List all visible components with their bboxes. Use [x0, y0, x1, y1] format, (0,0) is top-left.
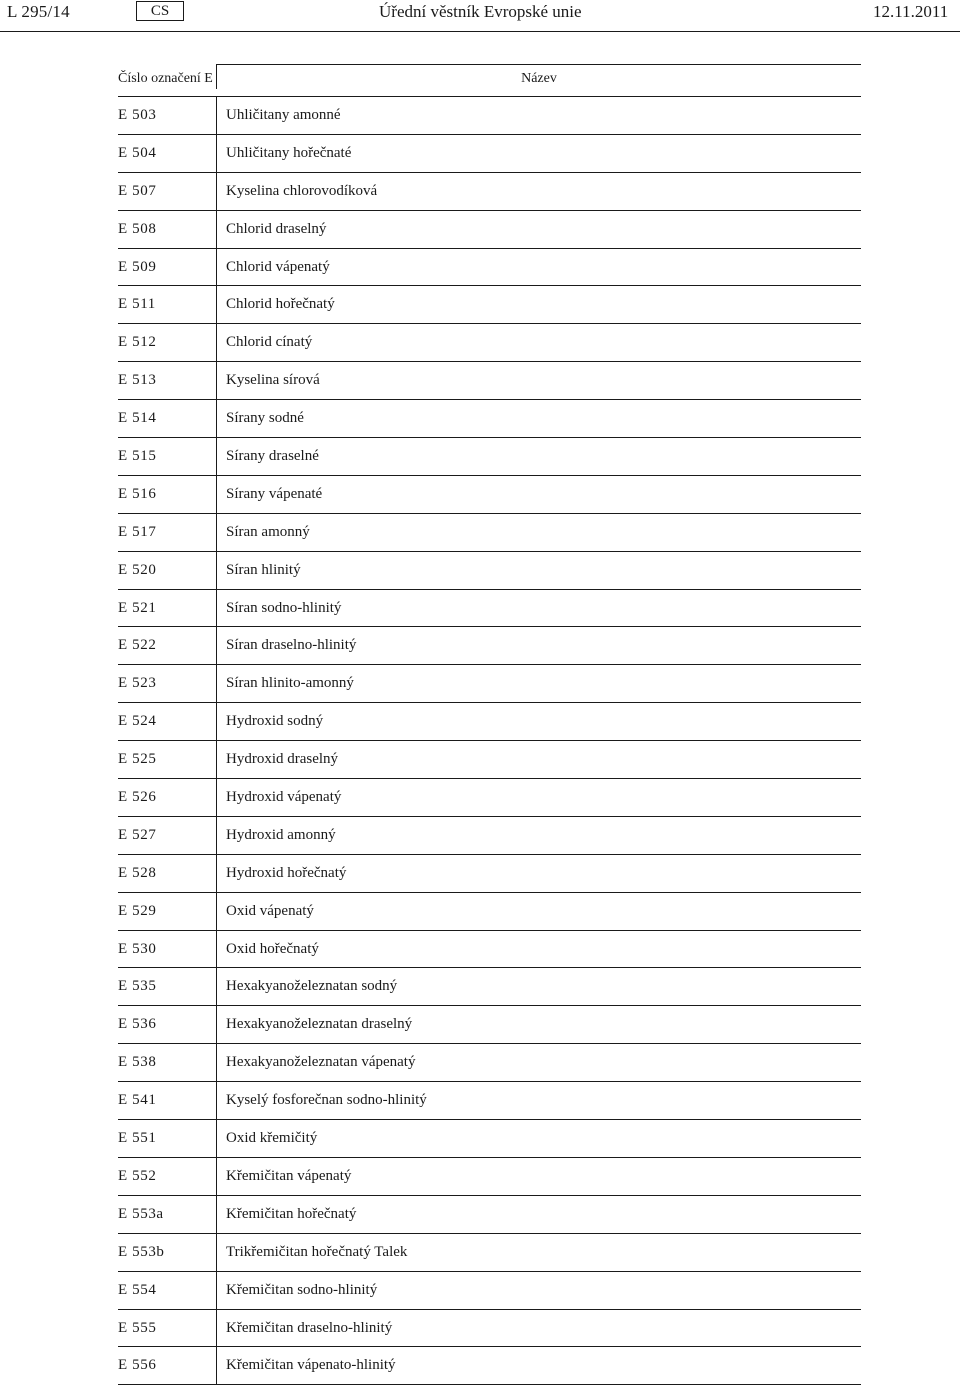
additive-code: E 525 — [118, 751, 157, 768]
table-row — [118, 1272, 861, 1310]
additive-name: Oxid hořečnatý — [216, 931, 861, 968]
table-row — [118, 703, 861, 741]
additive-code: E 530 — [118, 940, 157, 957]
additive-name: Hexakyanoželeznatan vápenatý — [216, 1044, 861, 1081]
table-row — [118, 1006, 861, 1044]
additive-code: E 522 — [118, 637, 157, 654]
language-badge: CS — [136, 1, 184, 21]
table-row — [118, 438, 861, 476]
additive-name: Křemičitan draselno-hlinitý — [216, 1310, 861, 1347]
additive-name: Oxid vápenatý — [216, 893, 861, 930]
table-row — [118, 249, 861, 287]
table-row — [118, 362, 861, 400]
additive-code: E 503 — [118, 107, 157, 123]
additive-code: E 523 — [118, 675, 157, 692]
additive-code: E 513 — [118, 372, 157, 389]
additive-name: Hydroxid sodný — [216, 703, 861, 740]
additive-code: E 508 — [118, 220, 157, 237]
column-header-name: Název — [216, 64, 861, 89]
table-row — [118, 665, 861, 703]
table-row — [118, 627, 861, 665]
table-row — [118, 893, 861, 931]
additive-name: Křemičitan sodno-hlinitý — [216, 1272, 861, 1309]
table-row — [118, 324, 861, 362]
additive-code: E 526 — [118, 789, 157, 806]
table-row — [118, 286, 861, 324]
additive-name: Hexakyanoželeznatan sodný — [216, 968, 861, 1005]
table-row — [118, 779, 861, 817]
additive-name: Oxid křemičitý — [216, 1120, 861, 1157]
additive-name: Chlorid cínatý — [216, 324, 861, 361]
publication-date: 12.11.2011 — [873, 2, 949, 21]
additive-name: Sírany draselné — [216, 438, 861, 475]
column-header-code: Číslo označení E — [118, 71, 213, 86]
table-row — [118, 552, 861, 590]
additive-name: Hydroxid amonný — [216, 817, 861, 854]
table-header-row — [118, 64, 861, 97]
table-body — [118, 97, 861, 1385]
additive-name: Hydroxid draselný — [216, 741, 861, 778]
additive-code: E 556 — [118, 1357, 157, 1374]
table-row — [118, 514, 861, 552]
additive-name: Síran hlinito-amonný — [216, 665, 861, 702]
additive-name: Hexakyanoželeznatan draselný — [216, 1006, 861, 1043]
additive-name: Hydroxid hořečnatý — [216, 855, 861, 892]
table-row — [118, 1120, 861, 1158]
additives-table — [118, 64, 861, 1385]
additive-name: Chlorid draselný — [216, 211, 861, 248]
additive-code: E 512 — [118, 334, 157, 351]
additive-name: Kyselina sírová — [216, 362, 861, 399]
table-row — [118, 1082, 861, 1120]
additive-name: Hydroxid vápenatý — [216, 779, 861, 816]
additive-code: E 555 — [118, 1319, 157, 1336]
additive-code: E 524 — [118, 713, 157, 730]
table-row — [118, 476, 861, 514]
additive-code: E 511 — [118, 296, 156, 313]
additive-code: E 509 — [118, 258, 157, 275]
additive-code: E 504 — [118, 144, 157, 161]
journal-title: Úřední věstník Evropské unie — [379, 2, 582, 21]
additive-code: E 551 — [118, 1130, 157, 1147]
table-row — [118, 968, 861, 1006]
additive-code: E 538 — [118, 1054, 157, 1071]
additive-name: Síran hlinitý — [216, 552, 861, 589]
additive-code: E 514 — [118, 410, 157, 427]
table-row — [118, 1234, 861, 1272]
additive-name: Uhličitany hořečnaté — [216, 135, 861, 172]
table-row — [118, 817, 861, 855]
table-row — [118, 1310, 861, 1348]
table-row — [118, 135, 861, 173]
additive-code: E 536 — [118, 1016, 157, 1033]
page-reference: L 295/14 — [7, 2, 70, 21]
table-row — [118, 1347, 861, 1385]
additive-code: E 529 — [118, 902, 157, 919]
additive-code: E 553a — [118, 1205, 164, 1222]
additive-name: Síran draselno-hlinitý — [216, 627, 861, 664]
additive-code: E 517 — [118, 523, 157, 540]
additive-name: Síran sodno-hlinitý — [216, 590, 861, 627]
additive-code: E 552 — [118, 1167, 157, 1184]
table-row — [118, 97, 861, 135]
additive-code: E 541 — [118, 1092, 157, 1109]
additive-code: E 553b — [118, 1243, 165, 1260]
table-row — [118, 1044, 861, 1082]
additive-code: E 554 — [118, 1281, 157, 1298]
table-row — [118, 855, 861, 893]
additive-code: E 527 — [118, 826, 157, 843]
additive-code: E 507 — [118, 182, 157, 199]
additive-code: E 520 — [118, 561, 157, 578]
additive-name: Kyselina chlorovodíková — [216, 173, 861, 210]
additive-name: Chlorid hořečnatý — [216, 286, 861, 323]
additive-code: E 528 — [118, 864, 157, 881]
additive-name: Křemičitan vápenato-hlinitý — [216, 1347, 861, 1384]
additive-name: Kyselý fosforečnan sodno-hlinitý — [216, 1082, 861, 1119]
table-row — [118, 1158, 861, 1196]
additive-code: E 515 — [118, 448, 157, 465]
additive-name: Trikřemičitan hořečnatý Talek — [216, 1234, 861, 1271]
additive-name: Křemičitan vápenatý — [216, 1158, 861, 1195]
additive-name: Sírany vápenaté — [216, 476, 861, 513]
additive-code: E 535 — [118, 978, 157, 995]
additive-name: Chlorid vápenatý — [216, 249, 861, 286]
page-header — [0, 0, 960, 32]
table-row — [118, 173, 861, 211]
additive-code: E 521 — [118, 599, 157, 616]
table-row — [118, 590, 861, 628]
table-row — [118, 931, 861, 969]
table-row — [118, 211, 861, 249]
additive-code: E 516 — [118, 485, 157, 502]
additive-name: Křemičitan hořečnatý — [216, 1196, 861, 1233]
header-divider — [0, 31, 960, 32]
table-row — [118, 400, 861, 438]
additive-name: Sírany sodné — [216, 400, 861, 437]
table-row — [118, 1196, 861, 1234]
additive-name: Uhličitany amonné — [216, 97, 861, 134]
additive-name: Síran amonný — [216, 514, 861, 551]
table-row — [118, 741, 861, 779]
